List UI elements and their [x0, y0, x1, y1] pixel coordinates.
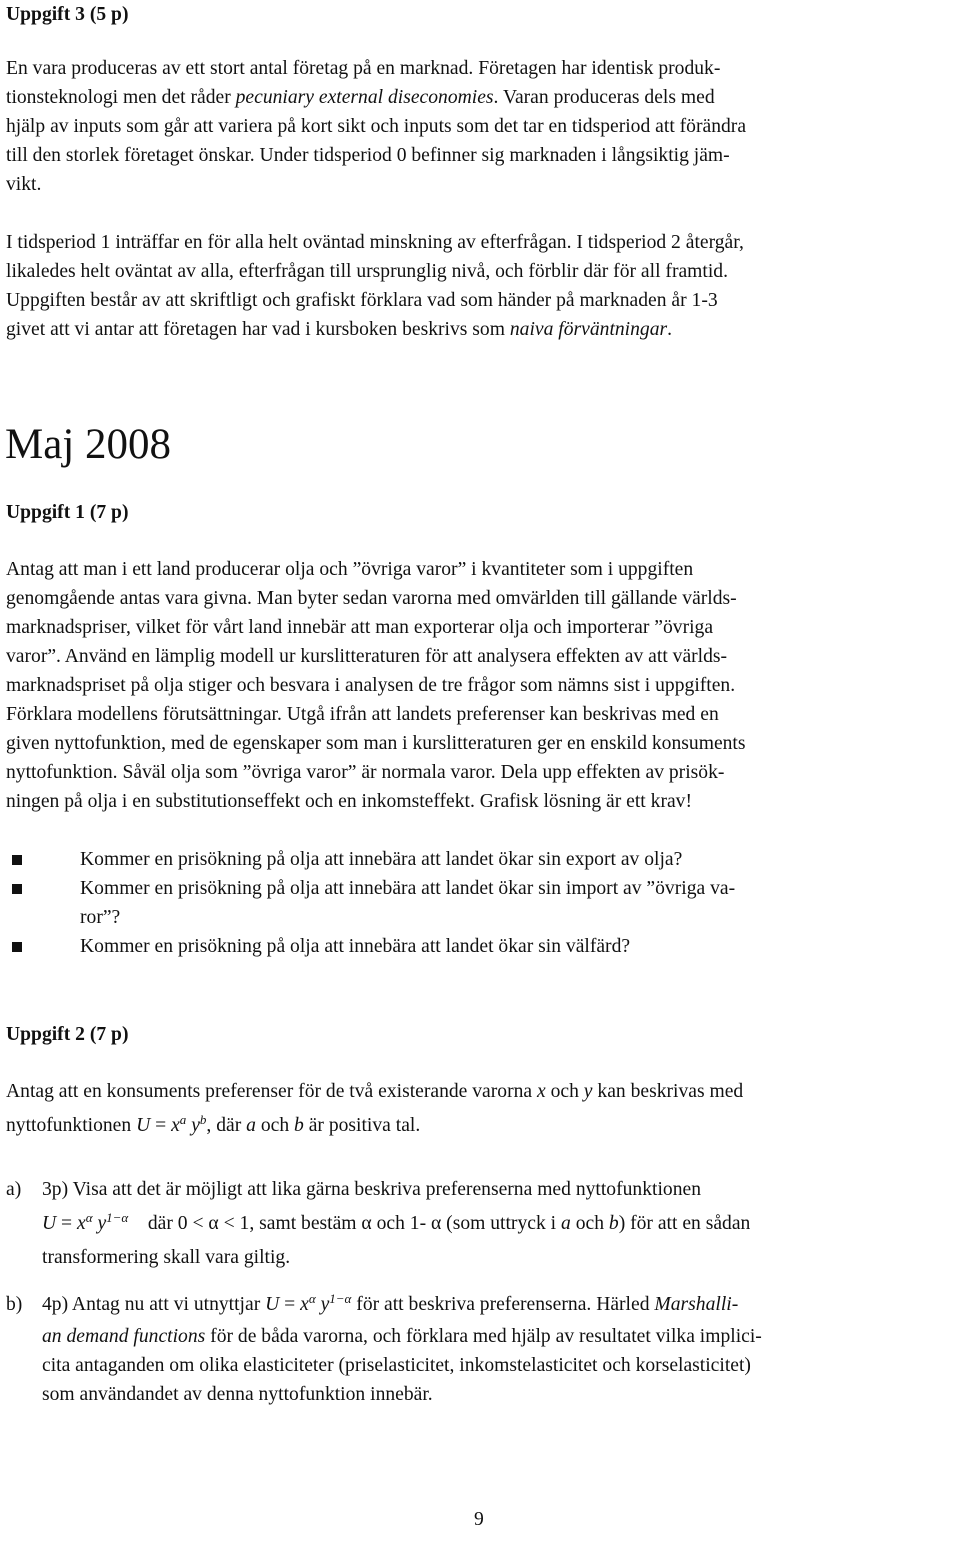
subtask-a-text: 3p) Visa att det är möjligt att lika gärna beskriva preferenserna med nyttofunktionen [42, 1179, 701, 1200]
task1-text-line: marknadspriser, vilket för vårt land innebär att man exporterar olja och importerar ”övriga [6, 617, 714, 638]
task3-text-line: I tidsperiod 1 inträffar en för alla helt oväntad minskning av efterfrågan. I tidsperiod 2 återgår, [6, 232, 744, 253]
subtask-a-text: transformering skall vara giltig. [42, 1247, 291, 1268]
bullet-square-icon [12, 942, 22, 952]
subtask-b-marker: b) [6, 1294, 23, 1315]
task3-text-line: vikt. [6, 174, 42, 195]
subtask-b-text: 4p) Antag nu att vi utnyttjar $U = x^\alpha$ $y^{1-\alpha}$ för att beskriva preferenserna. Härled Marshalli- [42, 1291, 739, 1315]
task1-text-line: Antag att man i ett land producerar olja och ”övriga varor” i kvantiteter som i uppgiften [6, 559, 694, 580]
task2-text-line: Antag att en konsuments preferenser för de två existerande varorna x och y kan beskrivas med [6, 1081, 744, 1102]
task1-text-line: ningen på olja i en substitutionseffekt och en inkomsteffekt. Grafisk lösning är ett krav! [6, 791, 692, 812]
task1-text-line: marknadspriset på olja stiger och besvara i analysen de tre frågor som nämns sist i uppgiften. [6, 675, 736, 696]
cobb-douglas-formula: $U = x^\alpha$ $y^{1-\alpha}$ [42, 1210, 129, 1234]
question-item: Kommer en prisökning på olja att innebära att landet ökar sin import av ”övriga va- [80, 878, 736, 899]
subtask-b-text: an demand functions för de båda varorna, och förklara med hjälp av resultatet vilka implici- [42, 1326, 762, 1347]
section-title: Maj 2008 [5, 421, 172, 468]
task3-text-line: En vara produceras av ett stort antal företag på en marknad. Företagen har identisk produk- [6, 58, 721, 79]
cobb-douglas-formula: $U = x^\alpha$ $y^{1-\alpha}$ [265, 1291, 352, 1315]
question-item-continued: ror”? [80, 907, 121, 928]
task3-heading: Uppgift 3 (5 p) [6, 4, 129, 25]
subtask-a-formula-line: $U = x^\alpha$ $y^{1-\alpha}$ där 0 < α < 1, samt bestäm α och 1- α (som uttryck i a och b) för att en sådan [42, 1210, 751, 1234]
task3-text-line: till den storlek företaget önskar. Under tidsperiod 0 befinner sig marknaden i långsiktig jäm- [6, 145, 730, 166]
utility-formula: $U = x^a$ $y^b$ [136, 1112, 207, 1136]
task3-text-line: tionsteknologi men det råder pecuniary external diseconomies. Varan produceras dels med [6, 87, 715, 108]
task3-text-line: likaledes helt oväntat av alla, efterfrågan till ursprunglig nivå, och förblir där för all framtid. [6, 261, 728, 282]
subtask-b-text: cita antaganden om olika elasticiteter (priselasticitet, inkomstelasticitet och korselasticitet) [42, 1355, 751, 1376]
task3-text-line: hjälp av inputs som går att variera på kort sikt och inputs som det tar en tidsperiod att förändra [6, 116, 747, 137]
task1-text-line: varor”. Använd en lämplig modell ur kurslitteraturen för att analysera effekten av att världs- [6, 646, 728, 667]
task1-text-line: genomgående antas vara givna. Man byter sedan varorna med omvärlden till gällande världs- [6, 588, 737, 609]
subtask-a-marker: a) [6, 1179, 22, 1200]
task1-text-line: nyttofunktion. Såväl olja som ”övriga varor” är normala varor. Dela upp effekten av prisök- [6, 762, 725, 783]
task1-heading: Uppgift 1 (7 p) [6, 502, 129, 523]
question-item: Kommer en prisökning på olja att innebära att landet ökar sin välfärd? [80, 936, 631, 957]
bullet-square-icon [12, 855, 22, 865]
task1-text-line: Förklara modellens förutsättningar. Utgå ifrån att landets preferenser kan beskrivas med en [6, 704, 719, 725]
bullet-square-icon [12, 884, 22, 894]
question-item: Kommer en prisökning på olja att innebära att landet ökar sin export av olja? [80, 849, 683, 870]
task1-text-line: given nyttofunktion, med de egenskaper som man i kurslitteraturen ger en enskild konsuments [6, 733, 746, 754]
task3-text-line: Uppgiften består av att skriftligt och grafiskt förklara vad som händer på marknaden år 1-3 [6, 290, 718, 311]
subtask-b-text: som användandet av denna nyttofunktion innebär. [42, 1384, 433, 1405]
task2-heading: Uppgift 2 (7 p) [6, 1024, 129, 1045]
page-number: 9 [474, 1509, 484, 1530]
task3-text-line: givet att vi antar att företagen har vad i kursboken beskrivs som naiva förväntningar. [6, 319, 673, 340]
task2-text-line: nyttofunktionen $U = x^a$ $y^b$, där a och b är positiva tal. [6, 1112, 421, 1136]
